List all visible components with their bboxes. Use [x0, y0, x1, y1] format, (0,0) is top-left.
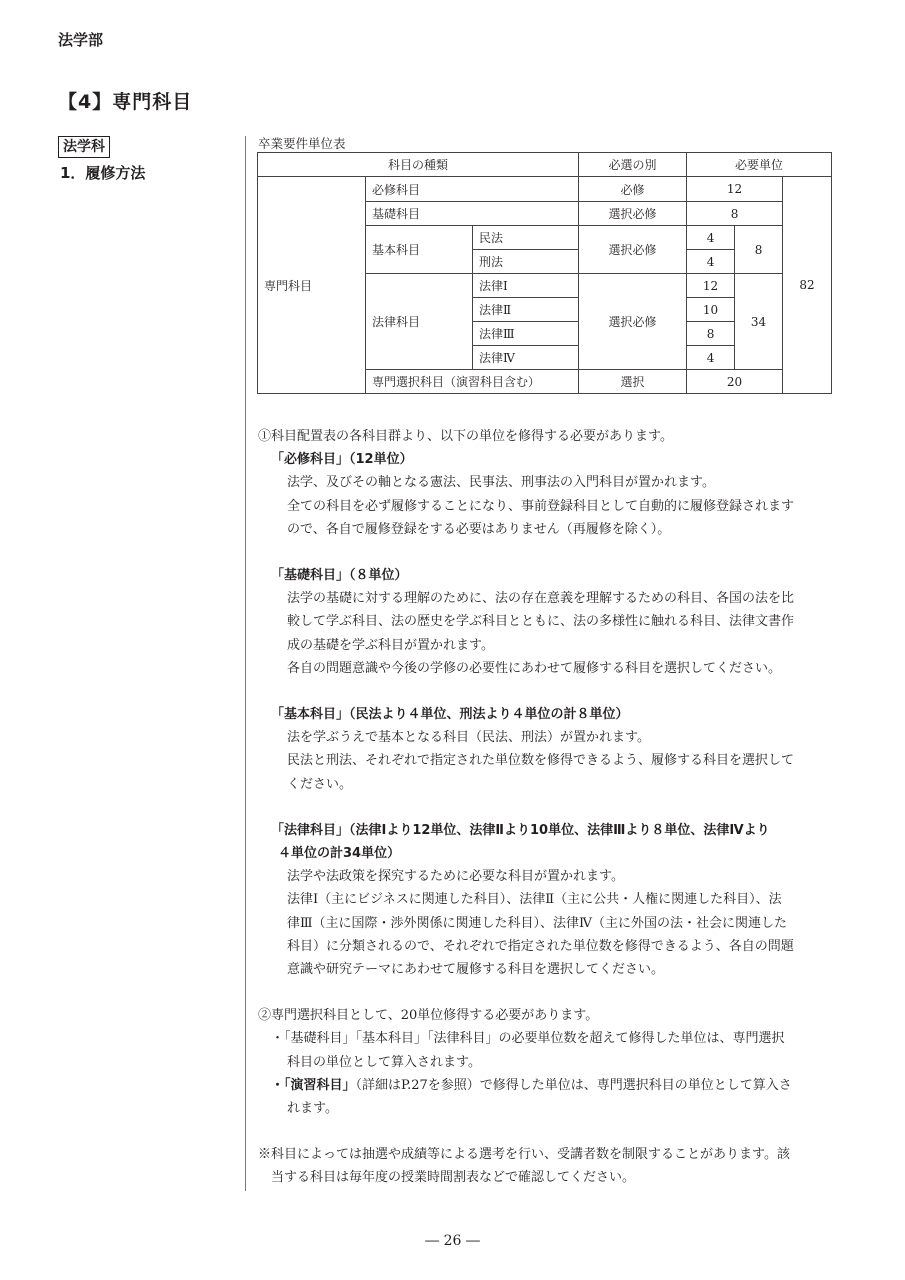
sub-name: 法律Ⅰ [473, 274, 579, 298]
row-name: 基礎科目 [366, 202, 579, 226]
horitsu-line: 意識や研究テーマにあわせて履修する科目を選択してください。 [287, 962, 665, 978]
hisshu-line: ので、各自で履修登録をする必要はありません（再履修を除く）。 [287, 521, 671, 537]
sub-units: 10 [687, 298, 735, 322]
kiso-line: 較して学ぶ科目、法の歴史を学ぶ科目とともに、法の多様性に触れる科目、法律文書作 [287, 614, 795, 630]
body-text [258, 425, 833, 1190]
divider-line [245, 136, 246, 1191]
kiso-line: 法学の基礎に対する理解のために、法の存在意義を理解するための科目、各国の法を比 [287, 591, 795, 607]
sub-units: 4 [687, 346, 735, 370]
header-required-units: 必要単位 [687, 153, 832, 177]
note-line: ※科目によっては抽選や成績等による選考を行い、受講者数を制限することがあります。該 [258, 1147, 790, 1163]
row-name: 基本科目 [366, 226, 473, 274]
row-type: 必修 [579, 177, 687, 202]
sub-units: 8 [687, 322, 735, 346]
sub-units: 12 [687, 274, 735, 298]
kiso-line: 成の基礎を学ぶ科目が置かれます。 [287, 637, 494, 653]
second-requirement: ②専門選択科目として、20単位修得する必要があります。 [258, 1008, 599, 1024]
sub-name: 刑法 [473, 250, 579, 274]
horitsu-line: 法学や法政策を探究するために必要な科目が置かれます。 [287, 869, 624, 885]
table-header-row [258, 153, 832, 177]
method-heading: 1．履修方法 [60, 164, 146, 182]
department-label: 法学科 [58, 136, 110, 158]
group-label: 専門科目 [258, 177, 366, 394]
bullet-2-prefix: ・「演習科目」 [271, 1077, 356, 1093]
kiso-line: 各自の問題意識や今後の学修の必要性にあわせて履修する科目を選択してください。 [287, 660, 782, 676]
subtotal-units: 8 [735, 226, 783, 274]
kiso-heading: 「基礎科目」（８単位） [271, 568, 408, 584]
bullet-2-text: （詳細はP.27を参照）で修得した単位は、専門選択科目の単位として算入さ [355, 1077, 792, 1093]
row-type: 選択必修 [579, 274, 687, 370]
row-type: 選択必修 [579, 202, 687, 226]
row-type: 選択必修 [579, 226, 687, 274]
sub-name: 法律Ⅳ [473, 346, 579, 370]
table-row [258, 177, 832, 202]
sub-name: 法律Ⅱ [473, 298, 579, 322]
faculty-header: 法学部 [58, 31, 104, 49]
row-units: 8 [687, 202, 783, 226]
row-units: 12 [687, 177, 783, 202]
sub-units: 4 [687, 250, 735, 274]
row-name: 法律科目 [366, 274, 473, 370]
row-units: 20 [687, 370, 783, 394]
bullet-2 [258, 1074, 833, 1097]
row-name: 専門選択科目（演習科目含む） [366, 370, 579, 394]
row-type: 選択 [579, 370, 687, 394]
header-kind: 科目の種類 [258, 153, 579, 177]
row-name: 必修科目 [366, 177, 579, 202]
subtotal-units: 34 [735, 274, 783, 370]
horitsu-heading-cont: ４単位の計34単位） [278, 846, 401, 862]
horitsu-line: 法律Ⅰ（主にビジネスに関連した科目）、法律Ⅱ（主に公共・人権に関連した科目）、法 [287, 892, 782, 908]
bullet-1: ・「基礎科目」「基本科目」「法律科目」の必要単位数を超えて修得した単位は、専門選択 [271, 1031, 785, 1047]
section-title: 【4】専門科目 [58, 91, 193, 113]
horitsu-line: 科目）に分類されるので、それぞれで指定された単位数を修得できるよう、各自の問題 [287, 938, 794, 954]
kihon-heading: 「基本科目」（民法より４単位、刑法より４単位の計８単位） [271, 707, 629, 723]
page-number: ― 26 ― [425, 1233, 480, 1249]
horitsu-line: 律Ⅲ（主に国際・渉外関係に関連した科目）、法律Ⅳ（主に外国の法・社会に関連した [287, 915, 788, 931]
intro-line: ①科目配置表の各科目群より、以下の単位を修得する必要があります。 [258, 429, 673, 444]
hisshu-line: 法学、及びその軸となる憲法、民事法、刑事法の入門科目が置かれます。 [287, 475, 715, 491]
horitsu-heading: 「法律科目」（法律Ⅰより12単位、法律Ⅱより10単位、法律Ⅲより８単位、法律Ⅳより [271, 822, 770, 838]
note-line-cont: 当する科目は毎年度の授業時間割表などで確認してください。 [271, 1170, 636, 1186]
bullet-2-cont: れます。 [287, 1101, 338, 1117]
bullet-1-cont: 科目の単位として算入されます。 [287, 1054, 481, 1070]
header-required-type: 必選の別 [579, 153, 687, 177]
table-caption: 卒業要件単位表 [258, 136, 346, 151]
sub-name: 法律Ⅲ [473, 322, 579, 346]
kihon-line: ください。 [287, 776, 353, 792]
sub-units: 4 [687, 226, 735, 250]
graduation-requirements-table [257, 152, 832, 394]
hisshu-heading: 「必修科目」（12単位） [271, 452, 413, 468]
hisshu-line: 全ての科目を必ず履修することになり、事前登録科目として自動的に履修登録されます [287, 498, 795, 514]
sub-name: 民法 [473, 226, 579, 250]
total-units: 82 [783, 177, 832, 394]
kihon-line: 民法と刑法、それぞれで指定された単位数を修得できるよう、履修する科目を選択して [287, 753, 795, 769]
kihon-line: 法を学ぶうえで基本となる科目（民法、刑法）が置かれます。 [287, 730, 650, 746]
